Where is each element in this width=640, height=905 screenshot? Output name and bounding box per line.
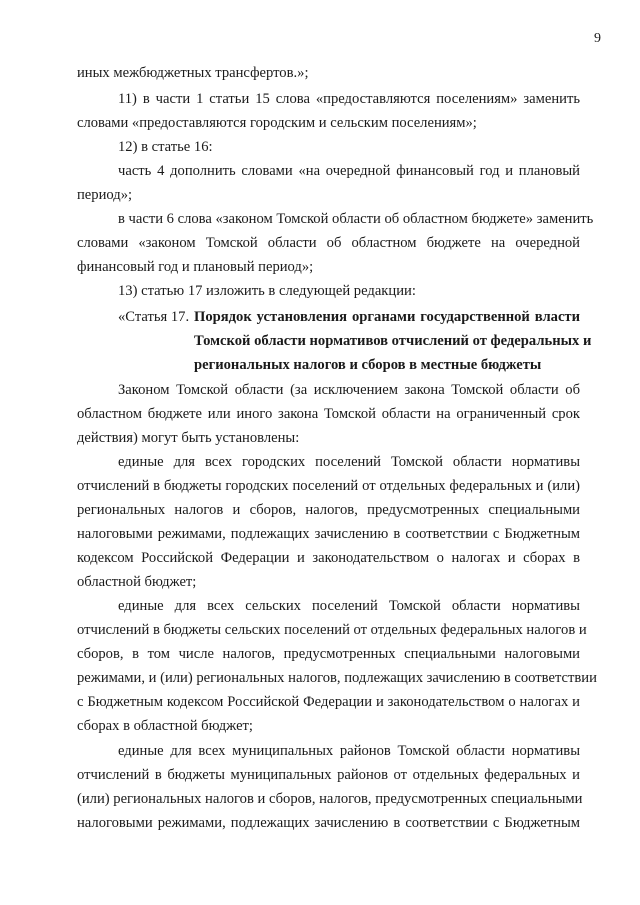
text-line: кодексом Российской Федерации и законодательством о налогах и сборах в — [77, 550, 580, 566]
text-line: часть 4 дополнить словами «на очередной финансовый год и плановый — [118, 163, 580, 179]
text-line: региональных налогов и сборов, налогов, предусмотренных специальными — [77, 502, 580, 518]
text-line: единые для всех сельских поселений Томской области нормативы — [118, 598, 580, 614]
text-line: единые для всех городских поселений Томской области нормативы — [118, 454, 580, 470]
text-line: (или) региональных налогов и сборов, налогов, предусмотренных специальными — [77, 791, 583, 807]
article-heading-line: Томской области нормативов отчислений от федеральных и — [194, 333, 592, 349]
text-line: налоговыми режимами, подлежащих зачислению в соответствии с Бюджетным — [77, 526, 580, 542]
text-line: налоговыми режимами, подлежащих зачислению в соответствии с Бюджетным — [77, 815, 580, 831]
text-line: 13) статью 17 изложить в следующей редакции: — [118, 283, 416, 299]
text-line: единые для всех муниципальных районов Томской области нормативы — [118, 743, 580, 759]
text-line: сборов, в том числе налогов, предусмотренных специальными налоговыми — [77, 646, 580, 662]
text-line: Законом Томской области (за исключением закона Томской области об — [118, 382, 580, 398]
text-line: отчислений в бюджеты муниципальных районов от отдельных федеральных и — [77, 767, 580, 783]
text-line: отчислений в бюджеты городских поселений от отдельных федеральных и (или) — [77, 478, 580, 494]
text-line: период»; — [77, 187, 133, 203]
text-line: действия) могут быть установлены: — [77, 430, 300, 446]
text-line: иных межбюджетных трансфертов.»; — [77, 65, 309, 81]
text-line: с Бюджетным кодексом Российской Федерации и законодательством о налогах и — [77, 694, 580, 710]
text-line: сборах в областной бюджет; — [77, 718, 253, 734]
text-line: режимами, и (или) региональных налогов, подлежащих зачислению в соответствии — [77, 670, 597, 686]
text-line: словами «предоставляются городским и сельским поселениям»; — [77, 115, 477, 131]
article-heading-line: Порядок установления органами государственной власти — [194, 309, 580, 325]
text-line: словами «законом Томской области об областном бюджете на очередной — [77, 235, 580, 251]
text-line: областной бюджет; — [77, 574, 197, 590]
article-heading-line: региональных налогов и сборов в местные бюджеты — [194, 357, 542, 373]
page-number: 9 — [594, 31, 601, 46]
text-line: финансовый год и плановый период»; — [77, 259, 314, 275]
text-line: 11) в части 1 статьи 15 слова «предоставляются поселениям» заменить — [118, 91, 580, 107]
text-line: в части 6 слова «законом Томской области об областном бюджете» заменить — [118, 211, 594, 227]
text-line: отчислений в бюджеты сельских поселений от отдельных федеральных налогов и — [77, 622, 587, 638]
article-number: «Статья 17. — [118, 309, 190, 325]
text-line: 12) в статье 16: — [118, 139, 213, 155]
text-line: областном бюджете или иного закона Томской области на ограниченный срок — [77, 406, 580, 422]
